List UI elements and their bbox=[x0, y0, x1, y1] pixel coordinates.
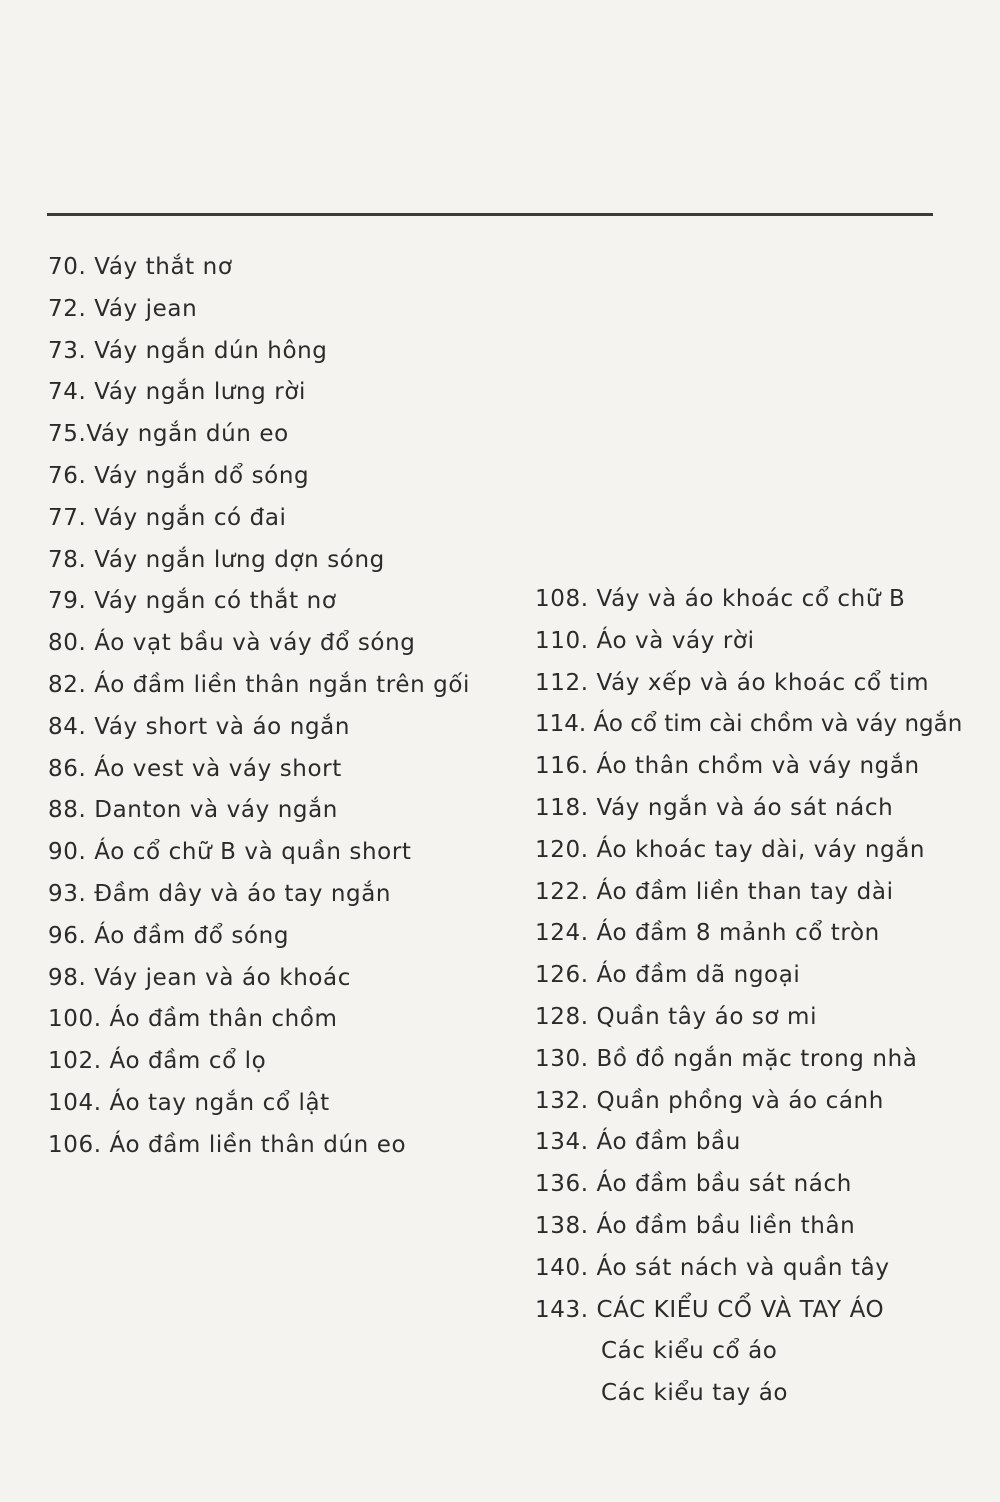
toc-item: 72. Váy jean bbox=[48, 295, 198, 322]
toc-item: 74. Váy ngắn lưng rời bbox=[48, 379, 306, 406]
toc-item: 132. Quần phồng và áo cánh bbox=[535, 1087, 884, 1114]
toc-item: 80. Áo vạt bầu và váy đổ sóng bbox=[48, 630, 416, 657]
toc-item: 79. Váy ngắn có thắt nơ bbox=[48, 588, 337, 615]
toc-item: 108. Váy và áo khoác cổ chữ B bbox=[535, 586, 906, 612]
toc-item: 134. Áo đầm bầu bbox=[535, 1129, 741, 1156]
toc-item: 106. Áo đầm liền thân dún eo bbox=[48, 1131, 407, 1158]
toc-item: 100. Áo đầm thân chồm bbox=[48, 1006, 338, 1033]
toc-item: 86. Áo vest và váy short bbox=[48, 755, 342, 782]
toc-item: 124. Áo đầm 8 mảnh cổ tròn bbox=[535, 920, 880, 947]
toc-item: 82. Áo đầm liền thân ngắn trên gối bbox=[48, 671, 471, 698]
toc-item: 104. Áo tay ngắn cổ lật bbox=[48, 1089, 330, 1116]
toc-item: 114. Áo cổ tim cài chồm và váy ngắn bbox=[535, 711, 963, 738]
toc-item: 76. Váy ngắn dổ sóng bbox=[48, 462, 310, 489]
header-rule bbox=[47, 213, 933, 216]
toc-item: 112. Váy xếp và áo khoác cổ tim bbox=[535, 669, 930, 696]
toc-item: 77. Váy ngắn có đai bbox=[48, 504, 287, 531]
toc-item: 93. Đầm dây và áo tay ngắn bbox=[48, 880, 392, 907]
toc-item: 118. Váy ngắn và áo sát nách bbox=[535, 794, 894, 821]
toc-item: 102. Áo đầm cổ lọ bbox=[48, 1048, 267, 1075]
toc-item: 140. Áo sát nách và quần tây bbox=[535, 1254, 890, 1281]
toc-item: 98. Váy jean và áo khoác bbox=[48, 964, 351, 991]
toc-right-column bbox=[535, 579, 962, 1415]
toc-item: 116. Áo thân chồm và váy ngắn bbox=[535, 753, 920, 780]
toc-item: 138. Áo đầm bầu liền thân bbox=[535, 1212, 856, 1239]
toc-item: 90. Áo cổ chữ B và quần short bbox=[48, 839, 412, 866]
toc-item: 84. Váy short và áo ngắn bbox=[48, 713, 351, 740]
toc-item: 75.Váy ngắn dún eo bbox=[48, 421, 289, 448]
toc-subitem: Các kiểu cổ áo bbox=[601, 1338, 778, 1365]
toc-item: 122. Áo đầm liền than tay dài bbox=[535, 878, 894, 905]
toc-left-column bbox=[48, 247, 470, 1167]
toc-item: 126. Áo đầm dã ngoại bbox=[535, 962, 801, 989]
toc-item: 120. Áo khoác tay dài, váy ngắn bbox=[535, 836, 926, 863]
toc-item: 78. Váy ngắn lưng dợn sóng bbox=[48, 546, 385, 573]
toc-item: 73. Váy ngắn dún hông bbox=[48, 337, 328, 364]
toc-item: 130. Bồ đồ ngắn mặc trong nhà bbox=[535, 1045, 918, 1072]
toc-item: 136. Áo đầm bầu sát nách bbox=[535, 1171, 852, 1198]
toc-item: 88. Danton và váy ngắn bbox=[48, 797, 338, 824]
toc-item: 128. Quần tây áo sơ mi bbox=[535, 1003, 818, 1030]
toc-item: 70. Váy thắt nơ bbox=[48, 254, 233, 280]
toc-item: 110. Áo và váy rời bbox=[535, 627, 755, 654]
toc-section-heading: 143. CÁC KIỂU CỔ VÀ TAY ÁO bbox=[535, 1296, 885, 1323]
toc-item: 96. Áo đầm đổ sóng bbox=[48, 922, 290, 949]
toc-subitem: Các kiểu tay áo bbox=[601, 1380, 789, 1407]
